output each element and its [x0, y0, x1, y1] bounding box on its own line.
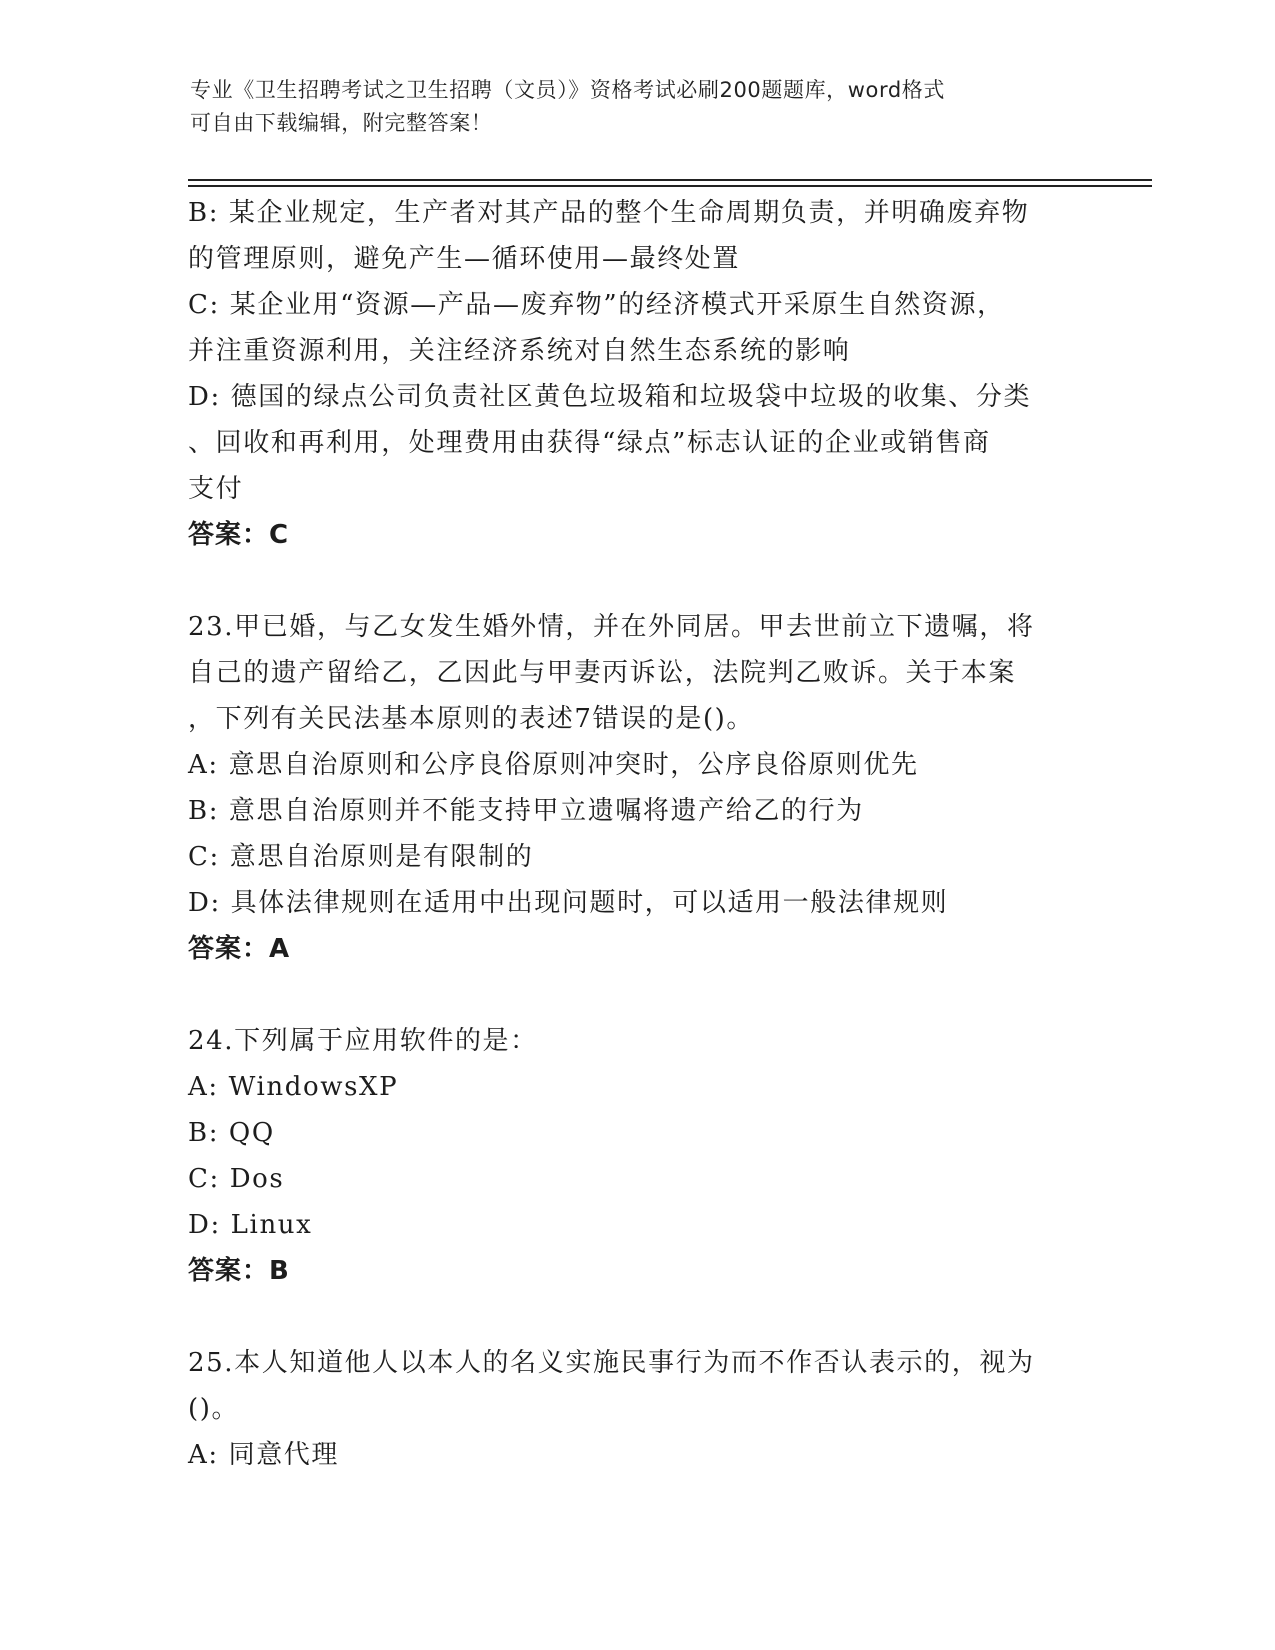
q22-option-c-line-2: 并注重资源利用，关注经济系统对自然生态系统的影响 — [188, 336, 851, 366]
question-content — [188, 190, 1088, 1478]
q24-option-d: D: Linux — [188, 1210, 313, 1240]
header-title-line-1: 专业《卫生招聘考试之卫生招聘（文员）》资格考试必刷200题题库，word格式 — [190, 78, 945, 102]
q24-stem: 24.下列属于应用软件的是： — [188, 1026, 538, 1056]
q23-option-a: A: 意思自治原则和公序良俗原则冲突时，公序良俗原则优先 — [188, 750, 919, 780]
question-22 — [188, 190, 1088, 558]
q24-option-a: A: WindowsXP — [188, 1072, 399, 1102]
q22-option-d-line-1: D: 德国的绿点公司负责社区黄色垃圾箱和垃圾袋中垃圾的收集、分类 — [188, 382, 1032, 412]
q23-stem-line-3: ，下列有关民法基本原则的表述7错误的是()。 — [188, 704, 755, 734]
q22-option-d-line-2: 、回收和再利用，处理费用由获得“绿点”标志认证的企业或销售商 — [188, 428, 991, 458]
question-23 — [188, 604, 1088, 972]
header-rule-top — [188, 179, 1152, 181]
q23-option-b: B: 意思自治原则并不能支持甲立遗嘱将遗产给乙的行为 — [188, 796, 864, 826]
q23-option-c: C: 意思自治原则是有限制的 — [188, 842, 534, 872]
q22-option-d-line-3: 支付 — [188, 474, 244, 504]
q23-stem-line-1: 23.甲已婚，与乙女发生婚外情，并在外同居。甲去世前立下遗嘱，将 — [188, 612, 1035, 642]
question-24 — [188, 1018, 1088, 1294]
header-rule-bottom — [188, 185, 1152, 187]
q24-option-c: C: Dos — [188, 1164, 285, 1194]
q22-option-b-line-1: B: 某企业规定，生产者对其产品的整个生命周期负责，并明确废弃物 — [188, 198, 1030, 228]
document-header — [190, 74, 1090, 140]
q23-answer: 答案：A — [188, 934, 291, 964]
q23-option-d: D: 具体法律规则在适用中出现问题时，可以适用一般法律规则 — [188, 888, 949, 918]
q24-answer: 答案：B — [188, 1256, 290, 1286]
q25-stem-line-2: ()。 — [188, 1394, 240, 1424]
q22-answer: 答案：C — [188, 520, 290, 550]
header-title-line-2: 可自由下载编辑，附完整答案！ — [190, 111, 493, 135]
q25-option-a: A: 同意代理 — [188, 1440, 340, 1470]
q24-option-b: B: QQ — [188, 1118, 275, 1148]
q22-option-b-line-2: 的管理原则，避免产生—循环使用—最终处置 — [188, 244, 741, 274]
q22-option-c-line-1: C: 某企业用“资源—产品—废弃物”的经济模式开采原生自然资源， — [188, 290, 1005, 320]
question-25 — [188, 1340, 1088, 1478]
q25-stem-line-1: 25.本人知道他人以本人的名义实施民事行为而不作否认表示的，视为 — [188, 1348, 1035, 1378]
q23-stem-line-2: 自己的遗产留给乙，乙因此与甲妻丙诉讼，法院判乙败诉。关于本案 — [188, 658, 1017, 688]
